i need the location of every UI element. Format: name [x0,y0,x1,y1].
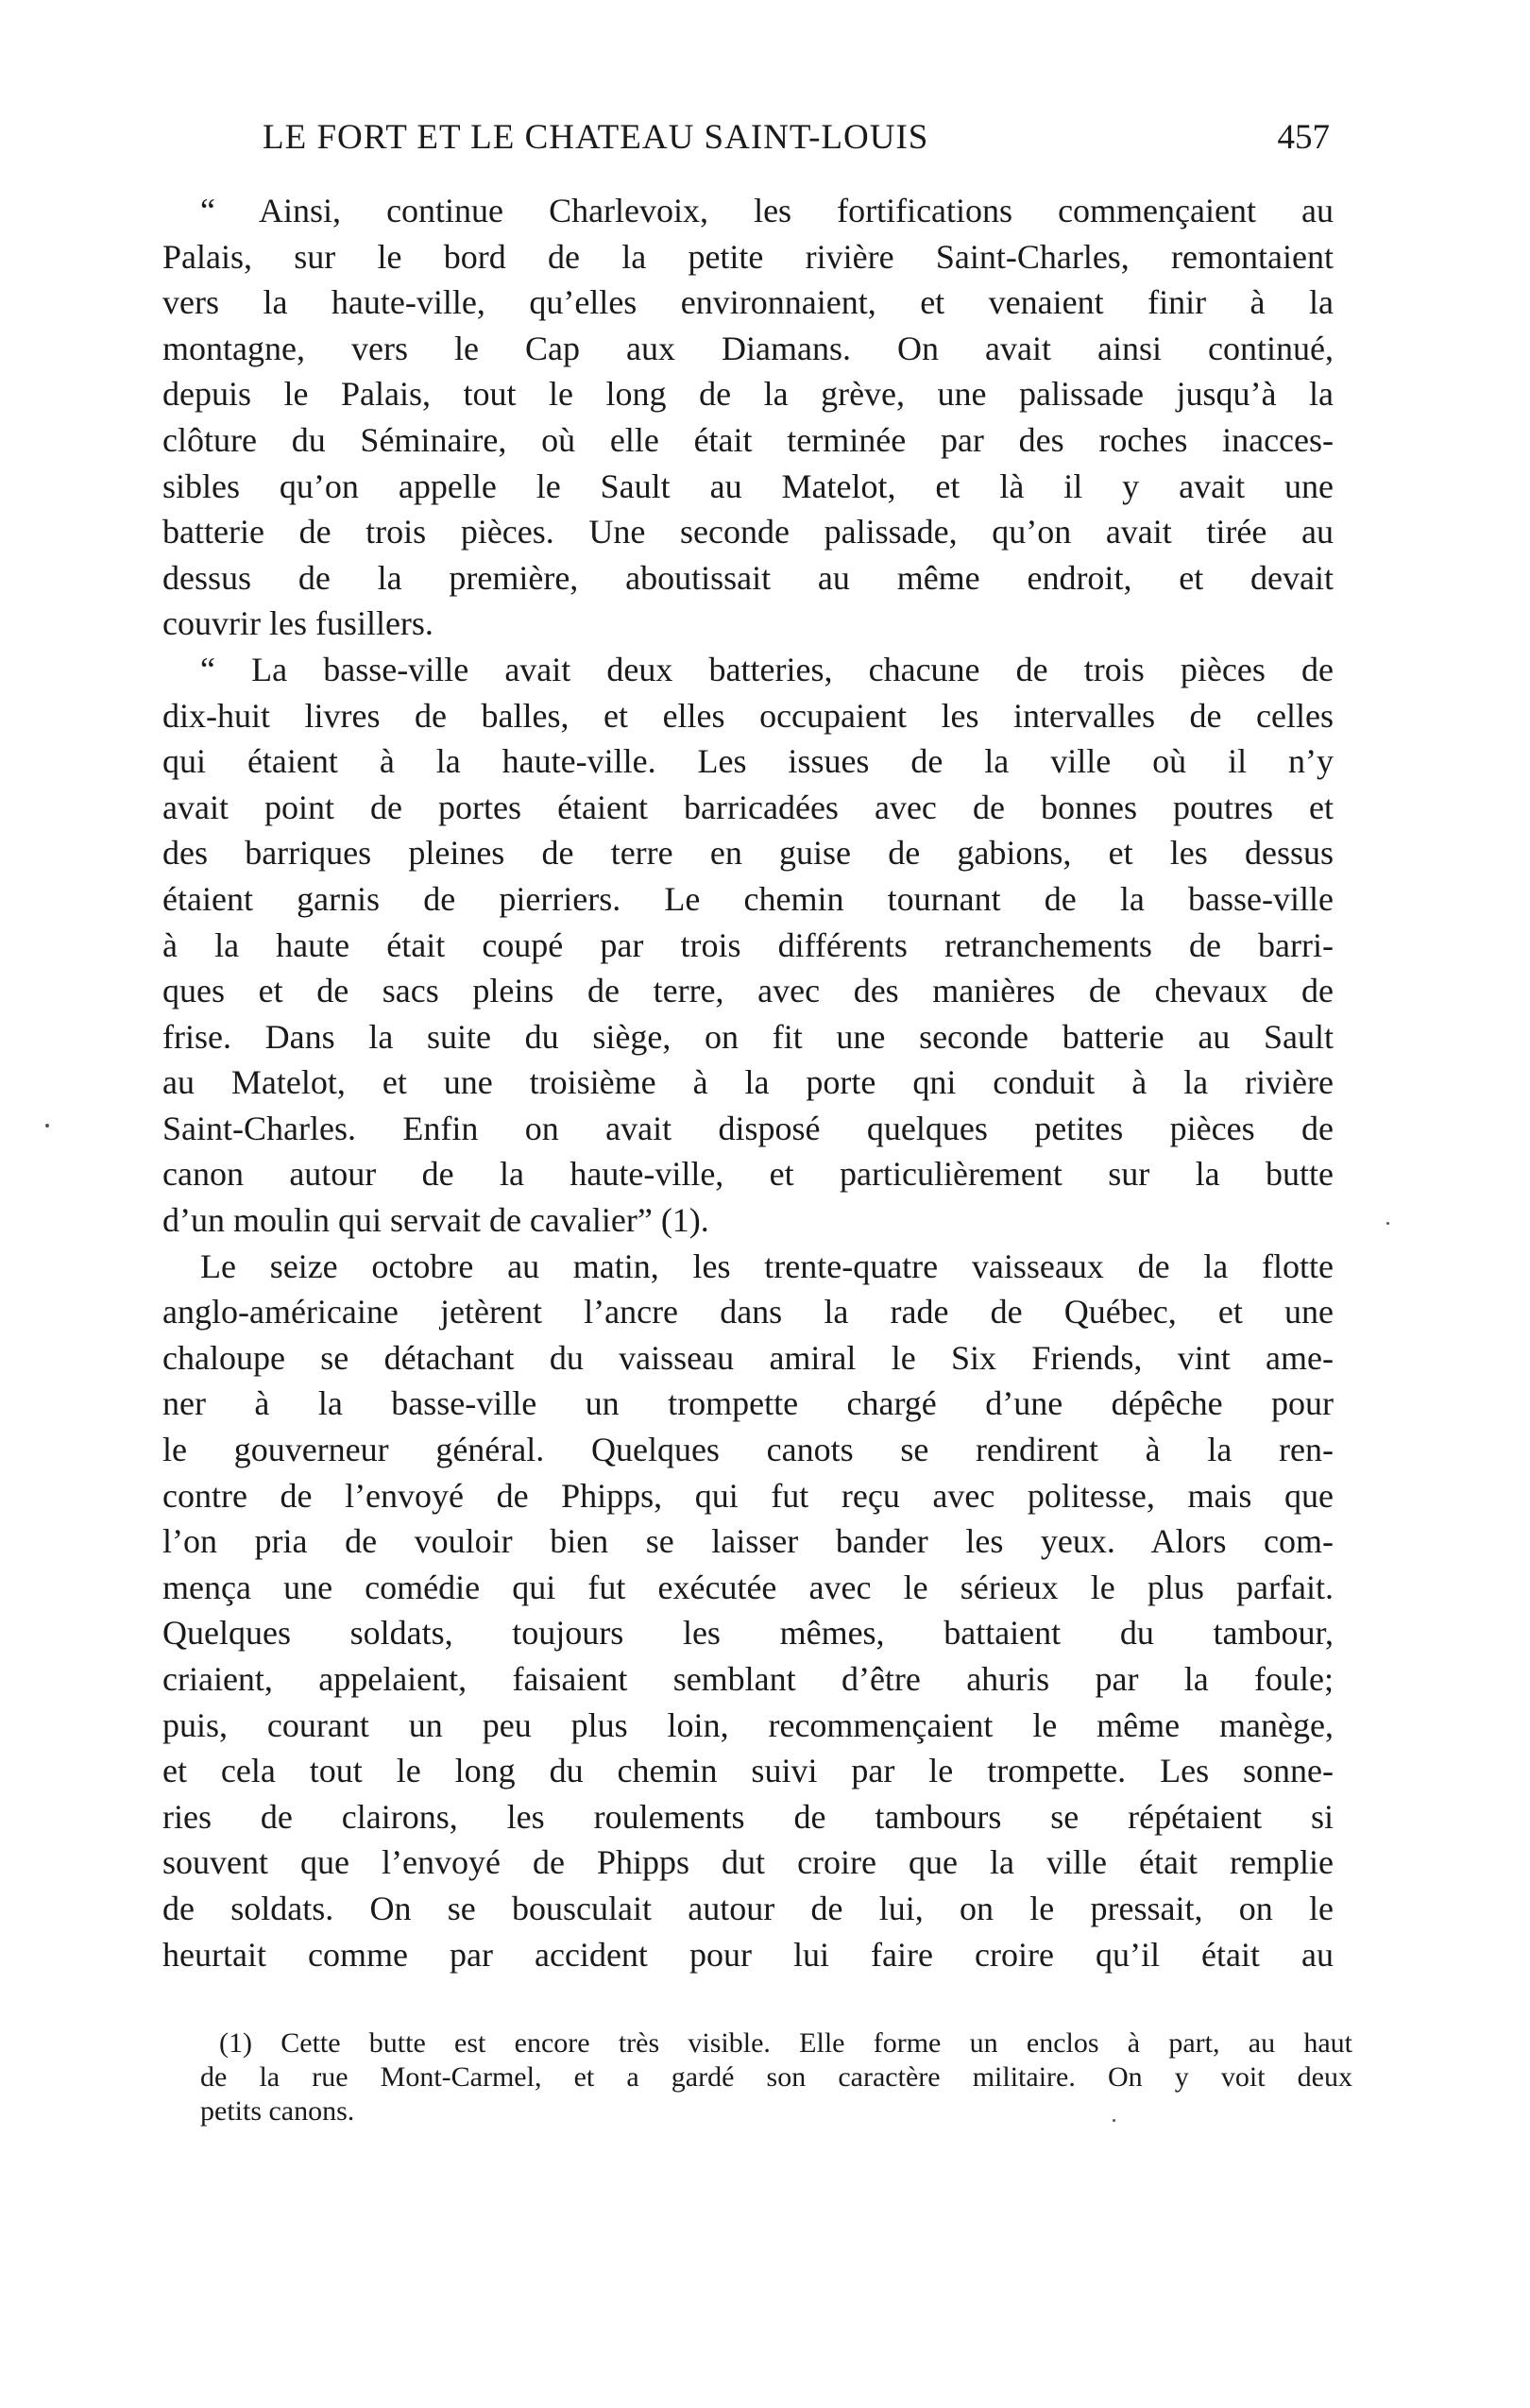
text-line: batterie de trois pièces. Une seconde palissade, qu’on avait tirée au [162,513,1334,551]
text-line: des barriques pleines de terre en guise de gabions, et les dessus [162,834,1334,873]
print-speck [1113,2119,1115,2122]
text-line: anglo-américaine jetèrent l’ancre dans la rade de Québec, et une [162,1293,1334,1331]
text-line: d’un moulin qui servait de cavalier” (1). [162,1201,709,1240]
text-line: Saint-Charles. Enfin on avait disposé quelques petites pièces de [162,1109,1334,1147]
text-line: au Matelot, et une troisième à la porte qni conduit à la rivière [162,1063,1334,1102]
text-line: dix-huit livres de balles, et elles occupaient les intervalles de celles [162,696,1334,735]
text-line: étaient garnis de pierriers. Le chemin tournant de la basse-ville [162,879,1334,918]
text-line: montagne, vers le Cap aux Diamans. On avait ainsi continué, [162,329,1334,367]
footnote-line: petits canons. [200,2095,355,2127]
text-line: de soldats. On se bousculait autour de lui, on le pressait, on le [162,1889,1334,1927]
text-line: avait point de portes étaient barricadées avec de bonnes poutres et [162,788,1334,826]
text-line: “ La basse-ville avait deux batteries, chacune de trois pièces de [200,650,1334,688]
text-line: clôture du Séminaire, où elle était terminée par des roches inacces- [162,420,1334,459]
text-line: dessus de la première, aboutissait au même endroit, et devait [162,558,1334,597]
text-line: sibles qu’on appelle le Sault au Matelot, et là il y avait une [162,466,1334,505]
text-line: depuis le Palais, tout le long de la grève, une palissade jusqu’à la [162,375,1334,414]
text-line: couvrir les fusillers. [162,604,434,643]
text-line: souvent que l’envoyé de Phipps dut croire que la ville était remplie [162,1843,1334,1882]
text-line: heurtait comme par accident pour lui faire croire qu’il était au [162,1935,1334,1974]
running-title: LE FORT ET LE CHATEAU SAINT-LOUIS [263,118,929,157]
page-number: 457 [1277,118,1330,157]
text-line: vers la haute-ville, qu’elles environnaient, et venaient finir à la [162,283,1334,322]
text-line: et cela tout le long du chemin suivi par le trompette. Les sonne- [162,1752,1334,1790]
text-line: le gouverneur général. Quelques canots se rendirent à la ren- [162,1431,1334,1469]
text-line: Palais, sur le bord de la petite rivière Saint-Charles, remontaient [162,237,1334,276]
text-line: ner à la basse-ville un trompette chargé d’une dépêche pour [162,1384,1334,1423]
body-text [162,188,1334,1977]
text-line: criaient, appelaient, faisaient semblant d’être ahuris par la foule; [162,1660,1334,1698]
text-line: à la haute était coupé par trois différents retranchements de barri- [162,925,1334,964]
print-speck [45,1124,49,1128]
text-line: “ Ainsi, continue Charlevoix, les fortifications commençaient au [200,192,1334,229]
text-line: ries de clairons, les roulements de tambours se répétaient si [162,1797,1334,1836]
text-line: Le seize octobre au matin, les trente-quatre vaisseaux de la flotte [200,1246,1334,1285]
text-line: frise. Dans la suite du siège, on fit une seconde batterie au Sault [162,1017,1334,1056]
footnote-line: (1) Cette butte est encore très visible. Elle forme un enclos à part, au haut [219,2027,1352,2059]
page-header [253,117,1330,164]
footnote-line: de la rue Mont-Carmel, et a gardé son caractère militaire. On y voit deux [200,2061,1352,2093]
text-line: qui étaient à la haute-ville. Les issues de la ville où il n’y [162,742,1334,781]
text-line: contre de l’envoyé de Phipps, qui fut reçu avec politesse, mais que [162,1476,1334,1515]
text-line: l’on pria de vouloir bien se laisser bander les yeux. Alors com- [162,1522,1334,1561]
text-line: chaloupe se détachant du vaisseau amiral le Six Friends, vint ame- [162,1338,1334,1377]
footnotes [200,2026,1352,2128]
print-speck [1386,1222,1389,1225]
text-line: Quelques soldats, toujours les mêmes, battaient du tambour, [162,1614,1334,1653]
text-line: ques et de sacs pleins de terre, avec des manières de chevaux de [162,972,1334,1010]
text-line: canon autour de la haute-ville, et particulièrement sur la butte [162,1155,1334,1194]
text-line: mença une comédie qui fut exécutée avec le sérieux le plus parfait. [162,1568,1334,1606]
text-line: puis, courant un peu plus loin, recommençaient le même manège, [162,1705,1334,1744]
